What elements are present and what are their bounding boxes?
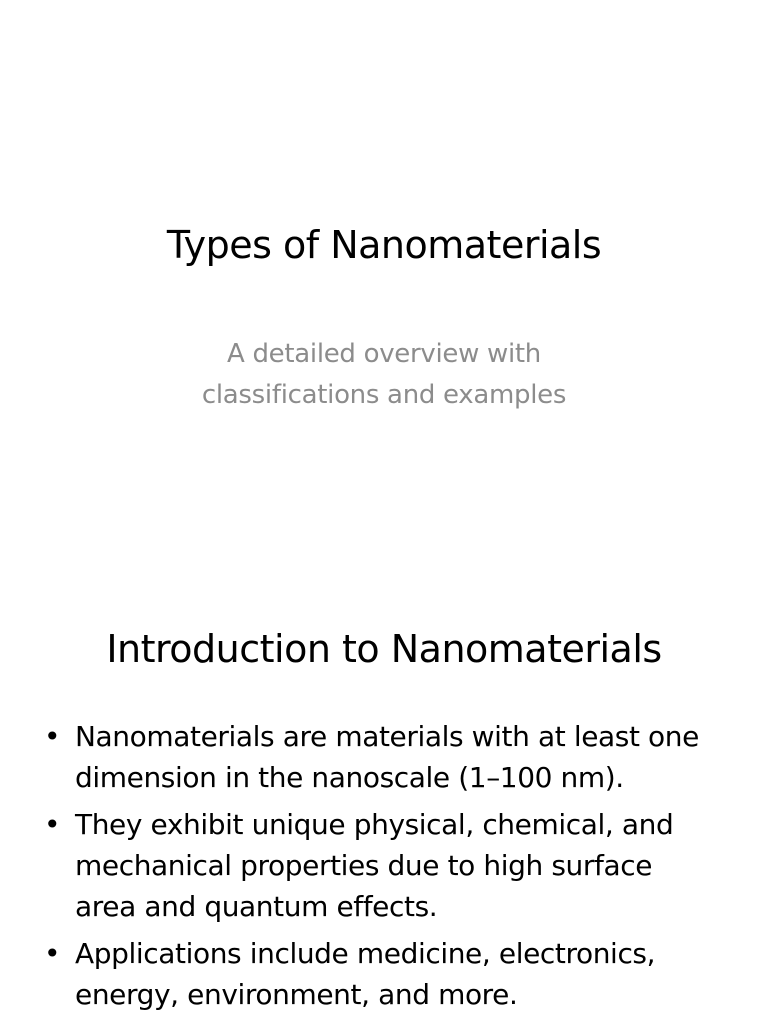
bullet-line: Applications include medicine, electronics, (75, 937, 656, 970)
bullet-line: area and quantum effects. (75, 890, 438, 923)
slide-introduction (0, 576, 768, 1024)
bullet-item (40, 804, 740, 927)
slide-title-heading: Types of Nanomaterials (166, 223, 602, 267)
bullet-line: energy, environment, and more. (75, 978, 518, 1011)
slide-subtitle (150, 334, 618, 416)
bullet-line: Nanomaterials are materials with at least one (75, 720, 699, 753)
bullet-line: They exhibit unique physical, chemical, and (75, 808, 674, 841)
bullet-dot-icon: • (44, 937, 61, 970)
slide-subtitle-line: classifications and examples (201, 380, 567, 410)
slide-subtitle-line: A detailed overview with (227, 339, 541, 369)
bullet-dot-icon: • (44, 808, 61, 841)
bullet-dot-icon: • (44, 720, 61, 753)
bullet-item (40, 716, 740, 798)
bullet-line: mechanical properties due to high surface (75, 849, 653, 882)
bullet-list (40, 716, 740, 1021)
bullet-item (40, 933, 740, 1015)
slide-introduction-heading: Introduction to Nanomaterials (106, 627, 662, 671)
bullet-line: dimension in the nanoscale (1–100 nm). (75, 761, 624, 794)
